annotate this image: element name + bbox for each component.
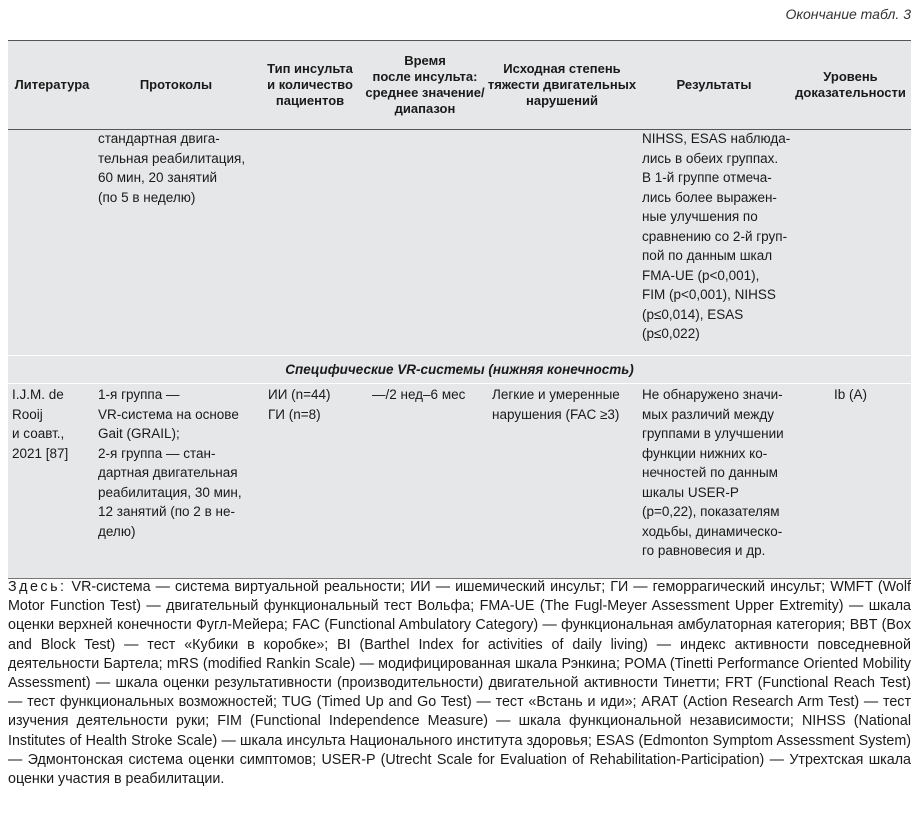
header-literature: Литература [14, 77, 90, 92]
table-caption: Окончание табл. 3 [785, 6, 911, 22]
header-evidence: Уровень доказательности [795, 69, 906, 100]
row2-stroke-type: ИИ (n=44) ГИ (n=8) [268, 387, 331, 422]
data-table [8, 40, 911, 579]
header-time: Время после инсульта: среднее значение/ диапазон [365, 53, 485, 116]
row-separator [8, 383, 911, 384]
row2-evidence: Ib (A) [833, 387, 867, 402]
row2-severity: Легкие и умеренные нарушения (FAC ≥3) [492, 387, 620, 422]
row2-protocols: 1-я группа — VR-система на основе Gait (GRAIL); 2-я группа — стан- дартная двигательная реабилитация, 30 мин, 12 занятий (по 2 в не- делю) [98, 387, 242, 539]
header-stroke-type: Тип инсульта и количество пациентов [267, 61, 353, 108]
row2-results: Не обнаружено значи- мых различий между группами в улучшении функции нижних ко- нечностей по данным шкалы USER-P (p=0,22), показателям ходьбы, динамическо- го равновесия и др. [642, 387, 784, 558]
header-severity: Исходная степень тяжести двигательных нарушений [487, 61, 637, 108]
row2-time: —/2 нед–6 мес [372, 387, 466, 402]
table-footnote [8, 578, 911, 789]
row-separator [8, 355, 911, 356]
header-protocols: Протоколы [139, 77, 213, 92]
section-title: Специфические VR-системы (нижняя конечность) [285, 362, 634, 377]
header-results: Результаты [676, 77, 752, 92]
table-header [8, 41, 911, 130]
footnote-text: VR-система — система виртуальной реальности; ИИ — ишемический инсульт; ГИ — геморрагический инсульт; WMFT (Wolf Motor Function Test) — двигательный функциональный тест Вольфа; FMA-UE (The Fugl-Meyer Assessment Upper Extremity) — шкала оценки верхней конечности Фугл-Мейера; FAC (Functional Ambulatory Category) — функциональная амбулаторная категория; BBT (Box and Block Test) — тест «Кубики в коробке»; BI (Barthel Index for activities of daily living) — индекс активности повседневной деятельности Бартела; mRS (modified Rankin Scale) — модифицированная шкала Рэнкина; POMA (Tinetti Performance Oriented Mobility Assessment) — шкала оценки результативности (производительности) двигательной активности Тинетти; FRT (Functional Reach Test) — тест функциональных возможностей; TUG (Timed Up and Go Test) — тест «Встань и иди»; ARAT (Action Research Arm Test) — тест изучения деятельности руки; FIM (Functional Independence Measure) — шкала функциональной независимости; NIHSS (National Institutes of Health Stroke Scale) — шкала инсульта Национального института здоровья; ESAS (Edmonton Symptom Assessment System) — Эдмонтонская система оценки симптомов; USER-P (Utrecht Scale for Evaluation of Rehabilitation-Participation) — Утрехтская шкала оценки участия в реабилитации. [8, 579, 911, 788]
row1-protocols: стандартная двига- тельная реабилитация, 60 мин, 20 занятий (по 5 в неделю) [98, 131, 246, 205]
row1-results: NIHSS, ESAS наблюда- лись в обеих группах. В 1-й группе отмеча- лись более выражен- ные улучшения по сравнению со 2-й груп- пой по данным шкал FMA-UE (p<0,001), FIM (p<0,001), NIHSS (p≤0,014), ESAS (p≤0,022) [642, 131, 791, 341]
footnote-label: Здесь: [8, 579, 67, 595]
row2-literature: I.J.M. de Rooij и соавт., 2021 [87] [12, 387, 69, 461]
